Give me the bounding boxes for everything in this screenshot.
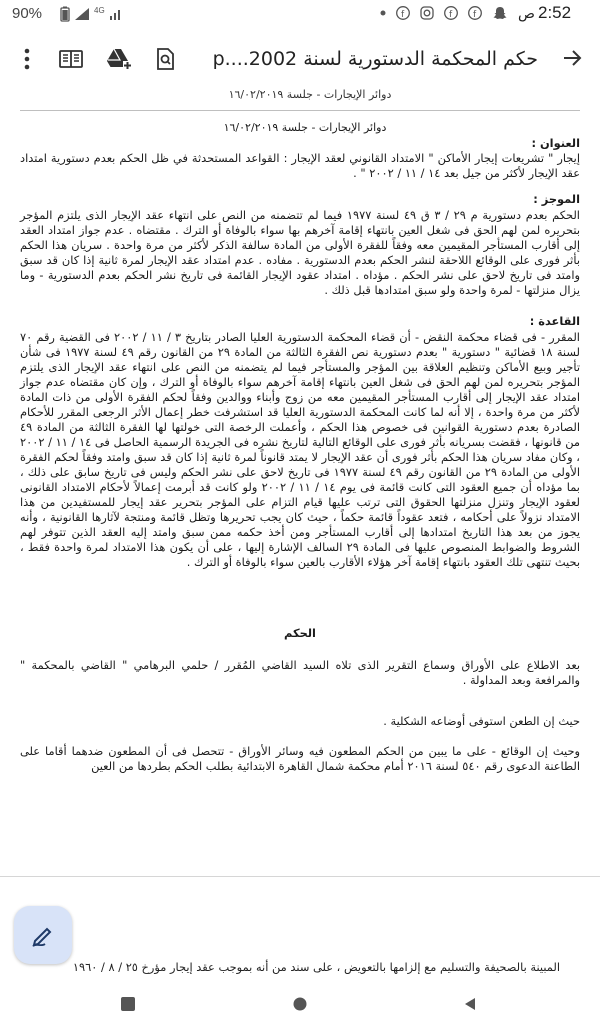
add-to-drive-button[interactable] xyxy=(106,46,132,72)
section-header: دوائر الإيجارات - جلسة ١٦/٠٢/٢٠١٩ xyxy=(223,121,387,134)
navigation-bar xyxy=(0,984,600,1024)
page-header-clipped xyxy=(150,88,470,104)
more-options-button[interactable] xyxy=(14,46,40,72)
status-bar xyxy=(0,0,600,30)
print-layout-button[interactable] xyxy=(58,46,84,72)
summary-text: الحكم بعدم دستورية م ٢٩ / ٣ ق ٤٩ لسنة ١٩٧٧ فيما لم تتضمنه من النص على انتهاء عقد الإيجار الذى يلتزم المؤجر بتحريره لمن لهم الحق فى شغل العين بانتهاء إقامة آخرهم بها سواء بالوفاة أو الترك . مقتضاه . عدم جواز امتداد العقد إلى أقارب المستأجر المقيمين معه وفقاً للفقرة الأولى من المادة سالفة الذكر لأكثر من مرة واحدة . سريان هذا الحكم بأثر فورى على الوقائع اللاحقة لنشر الحكم بعدم الدستورية . مفاده . عدم امتداد عقد الإيجار لمرة ثانية إذا كان قد سبق وامتد فى تاريخ لاحق على نشر الحكم . مؤداه . امتداد عقود الإيجار القائمة فى تاريخ نشر الحكم بعدم الدستورية - وما يزال منزلتها - لمرة واحدة ولو سبق امتدادها قبل ذلك . xyxy=(20,208,580,297)
snapchat-icon xyxy=(492,5,508,21)
judgment-heading: الحكم xyxy=(284,626,316,640)
book-view-icon xyxy=(59,49,83,69)
arrow-right-icon xyxy=(561,47,583,69)
rule-text: المقرر - فى قضاء محكمة النقض - أن قضاء المحكمة الدستورية العليا الصادر بتاريخ ٣ / ١١ / ٢٠٠٢ فى القضية رقم ٧٠ لسنة ١٨ قضائية " دستورية " بعدم دستورية نص الفقرة الثالثة من المادة ٢٩ من القانون رقم ٤٩ لسنة ١٩٧٧ فى شأن تأجير وبيع الأماكن وتنظيم العلاقة بين المؤجر والمستأجر فيما لم يتضمنه من النص على انتهاء عقد الإيجار الذى يلتزم المؤجر بتحريره لمن لهم الحق فى شغل العين بانتهاء إقامة آخرهم سواء بالوفاة أو الترك ، وإن كان مقتضاه عدم جواز امتداد عقد الإيجار إلى أقارب المستأجر المقيمين معه من زوج وأبناء ووالدين وفقاً لحكم الفقرة الأولى من ذات المادة لأكثر من مرة واحدة ، إلا أنه لما كانت المحكمة الدستورية العليا قد استشرفت خطر إعمال الأثر الرجعى المقرر للأحكام الصادرة بعدم دستورية القوانين فى خصوص هذا الحكم ، وأعملت الرخصة التى خولتها لها الفقرة الثالثة من المادة ٤٩ من قانونها ، فقضت بسريانه بأثر فورى على الوقائع التالية لتاريخ نشره فى الجريدة الرسمية الحاصل فى ١٤ / ١١ / ٢٠٠٢ ، وكان مفاد سريان هذا الحكم بأثر فورى أن عقد الإيجار لا يمتد قانوناً لمرة ثانية إذا كان قد سبق وامتد وفقاً لحكم الفقرة الأولى من المادة ٢٩ من القانون رقم ٤٩ لسنة ١٩٧٧ فى تاريخ لاحق على نشر الحكم وليس فى تاريخ سابق على ذلك ، بما مؤداه أن جميع العقود التى كانت قائمة فى يوم ١٤ / ١١ / ٢٠٠٢ ولو كانت قد أبرمت إعمالاً لأحكام الامتداد القانونى لعقود الإيجار وتنزل منزلتها الحقوق التى ترتب عليها قيام التزام على المؤجر بتحرير عقد إيجار للمستفيدين من هذا الامتداد نزولاً على أحكامه ، فتعد عقوداً قائمة حكماً ، حيث كان يجب تحريرها وتظل قائمة ومنتجة لآثارها القانونية ، وأنه يجوز من بعد هذا التاريخ امتدادها إلى أقارب المستأجر ومن أخذ حكمه ممن سبق وامتد إليه العقد الذين تتوفر لهم الشروط والضوابط المنصوص عليها فى المادة ٢٩ السالف الإشارة إليها ، على أن يكون هذا الامتداد لمرة واحدة فقط ، بحيث تنتهى تلك العقود بانتهاء إقامة آخر هؤلاء الأقارب بالعين سواء بالوفاة أو الترك . xyxy=(20,330,580,569)
facebook-icon xyxy=(396,6,410,20)
title-label: العنوان : xyxy=(531,136,580,150)
svg-text:f: f xyxy=(473,10,477,20)
header-clip-text: دوائر الإيجارات - جلسة ١٦/٠٢/٢٠١٩ xyxy=(228,88,392,101)
home-button[interactable] xyxy=(290,994,310,1014)
title-text: إيجار " تشريعات إيجار الأماكن " الامتداد القانوني لعقد الإيجار : القواعد المستحدثة في ظل الحكم بعدم دستورية امتداد عقد الإيجار لأكثر من جيل بعد ١٤ / ١١ / ٢٠٠٢ " . xyxy=(20,151,580,180)
edit-fab-button[interactable] xyxy=(14,906,72,964)
svg-text:f: f xyxy=(401,10,405,20)
app-bar xyxy=(0,32,600,84)
more-vertical-icon xyxy=(24,48,30,70)
nav-back-button[interactable] xyxy=(460,994,480,1014)
summary-label: الموجز : xyxy=(533,192,580,206)
signal-bars-icon xyxy=(109,7,123,21)
judgment-paragraph-3: وحيث إن الوقائع - على ما يبين من الحكم المطعون فيه وسائر الأوراق - تتحصل فى أن المطعون ضدهما أقاما على الطاعنة الدعوى رقم ٥٤٠ لسنة ٢٠١٦ أمام محكمة شمال القاهرة الابتدائية بطلب الحكم بطردها من العين xyxy=(20,744,580,773)
time-ampm: ص xyxy=(518,6,535,22)
document-page[interactable] xyxy=(0,88,600,976)
network-type: 4G xyxy=(94,5,105,15)
svg-text:f: f xyxy=(449,10,453,20)
back-triangle-icon xyxy=(462,996,478,1012)
edit-pen-icon xyxy=(30,922,56,948)
page-break xyxy=(0,876,600,877)
status-time: 2:52 xyxy=(538,3,572,22)
search-document-icon xyxy=(154,47,176,71)
recents-button[interactable] xyxy=(118,994,138,1014)
battery-percent: 90% xyxy=(12,5,43,22)
home-icon xyxy=(292,996,308,1012)
back-button[interactable] xyxy=(558,44,586,72)
status-icons-right xyxy=(380,5,508,21)
document-title: حكم المحكمة الدستورية لسنة 2002....p xyxy=(212,48,538,70)
instagram-icon xyxy=(420,6,434,20)
divider xyxy=(20,110,580,111)
status-icons-left xyxy=(60,6,123,22)
drive-add-icon xyxy=(106,47,132,71)
recents-icon xyxy=(120,996,136,1012)
judgment-paragraph-1: بعد الاطلاع على الأوراق وسماع التقرير الذى تلاه السيد القاضي المُقرر / حلمي البرهامي " القاضي بالمحكمة " والمرافعة وبعد المداولة . xyxy=(20,658,580,687)
next-page-first-line: المبينة بالصحيفة والتسليم مع إلزامها بالتعويض ، على سند من أنه بموجب عقد إيجار مؤرخ ٢٥ / ٨ / ١٩٦٠ xyxy=(72,960,560,974)
facebook-icon-3 xyxy=(468,6,482,20)
facebook-icon-2 xyxy=(444,6,458,20)
signal-icon xyxy=(74,7,90,21)
find-in-document-button[interactable] xyxy=(152,46,178,72)
battery-icon xyxy=(60,6,70,22)
rule-label: القاعدة : xyxy=(529,314,580,328)
notification-dot-icon xyxy=(380,10,386,16)
judgment-paragraph-2: حيث إن الطعن استوفى أوضاعه الشكلية . xyxy=(383,714,580,728)
